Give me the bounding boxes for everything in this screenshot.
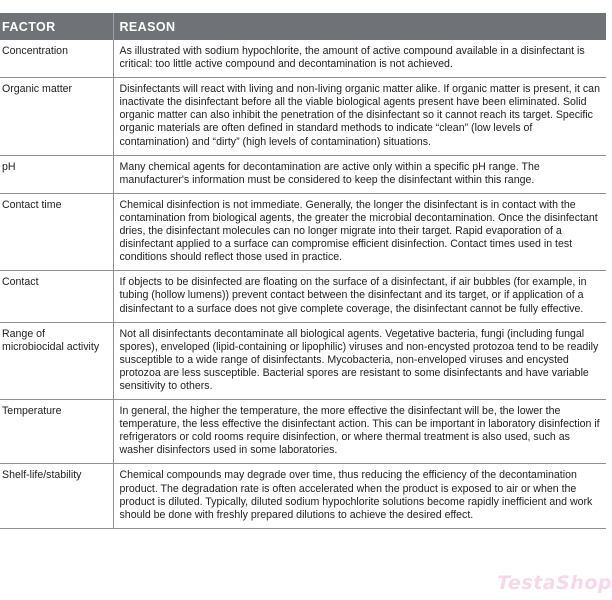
- top-margin: [0, 0, 600, 13]
- table-row: [0, 400, 606, 464]
- table-row: [0, 464, 606, 528]
- table-row: [0, 40, 606, 78]
- factor-cell: Contact: [0, 271, 113, 322]
- factor-cell: Range of microbiocidal activity: [0, 322, 113, 399]
- table-row: [0, 322, 606, 399]
- reason-cell: In general, the higher the temperature, the more effective the disinfectant will be, the lower the temperature, the less effective the disinfectant action. This can be important in laboratory disinfection if refrigerators or cold rooms require disinfection, or where thermal treatment is also used, such as washer disinfectors used in some laboratories.: [113, 400, 606, 464]
- factor-cell: Shelf-life/stability: [0, 464, 113, 528]
- reason-cell: Chemical disinfection is not immediate. Generally, the longer the disinfectant is in contact with the contamination from biological agents, the greater the microbial decontamination. Once the disinfectant dries, the disinfectant molecules can no longer migrate into their target. Rapid evaporation of a disinfectant applied to a surface can compromise efficient disinfection. Contact times used in test conditions should reflect those used in practice.: [113, 193, 606, 270]
- reason-cell: Many chemical agents for decontamination are active only within a specific pH range. The manufacturer's information must be considered to keep the disinfectant within this range.: [113, 155, 606, 193]
- factor-cell: pH: [0, 155, 113, 193]
- table-row: [0, 271, 606, 322]
- reason-cell: If objects to be disinfected are floating on the surface of a disinfectant, if air bubbles (for example, in tubing (hollow lumens)) prevent contact between the disinfectant and its target, or if application of a disinfectant to a surface does not give complete coverage, the disinfectant cannot be fully effective.: [113, 271, 606, 322]
- table-row: [0, 155, 606, 193]
- header-reason: REASON: [113, 13, 606, 40]
- factor-cell: Temperature: [0, 400, 113, 464]
- factor-cell: Concentration: [0, 40, 113, 78]
- factor-cell: Contact time: [0, 193, 113, 270]
- reason-cell: Disinfectants will react with living and non-living organic matter alike. If organic matter is present, it can inactivate the disinfectant before all the viable biological agents present have been eliminated. Solid organic matter can also inhibit the penetration of the disinfectant so it cannot reach its target. Specific organic materials are often defined in standard methods to indicate “clean” (low levels of contamination) and “dirty” (high levels of contamination) situations.: [113, 78, 606, 155]
- reason-cell: Not all disinfectants decontaminate all biological agents. Vegetative bacteria, fungi (including fungal spores), enveloped (lipid-containing or lipophilic) viruses and non-encysted protozoa tend to be readily susceptible to a wide range of disinfectants. Mycobacteria, non-enveloped viruses and encysted protozoa are less susceptible. Bacterial spores are resistant to some disinfectants and have variable sensitivity to others.: [113, 322, 606, 399]
- header-factor: FACTOR: [0, 13, 113, 40]
- table-row: [0, 78, 606, 155]
- table-row: [0, 193, 606, 270]
- disinfectant-factors-table: [0, 13, 606, 529]
- reason-cell: As illustrated with sodium hypochlorite, the amount of active compound available in a disinfectant is critical: too little active compound and decontamination is not achieved.: [113, 40, 606, 78]
- factor-cell: Organic matter: [0, 78, 113, 155]
- watermark: TestaShop: [497, 572, 612, 594]
- reason-cell: Chemical compounds may degrade over time, thus reducing the efficiency of the decontamination product. The degradation rate is often accelerated when the product is exposed to air or when the product is diluted. Typically, diluted sodium hypochlorite solutions become rapidly inefficient and work should be done with freshly prepared dilutions to achieve the desired effect.: [113, 464, 606, 528]
- table-header-row: [0, 13, 606, 40]
